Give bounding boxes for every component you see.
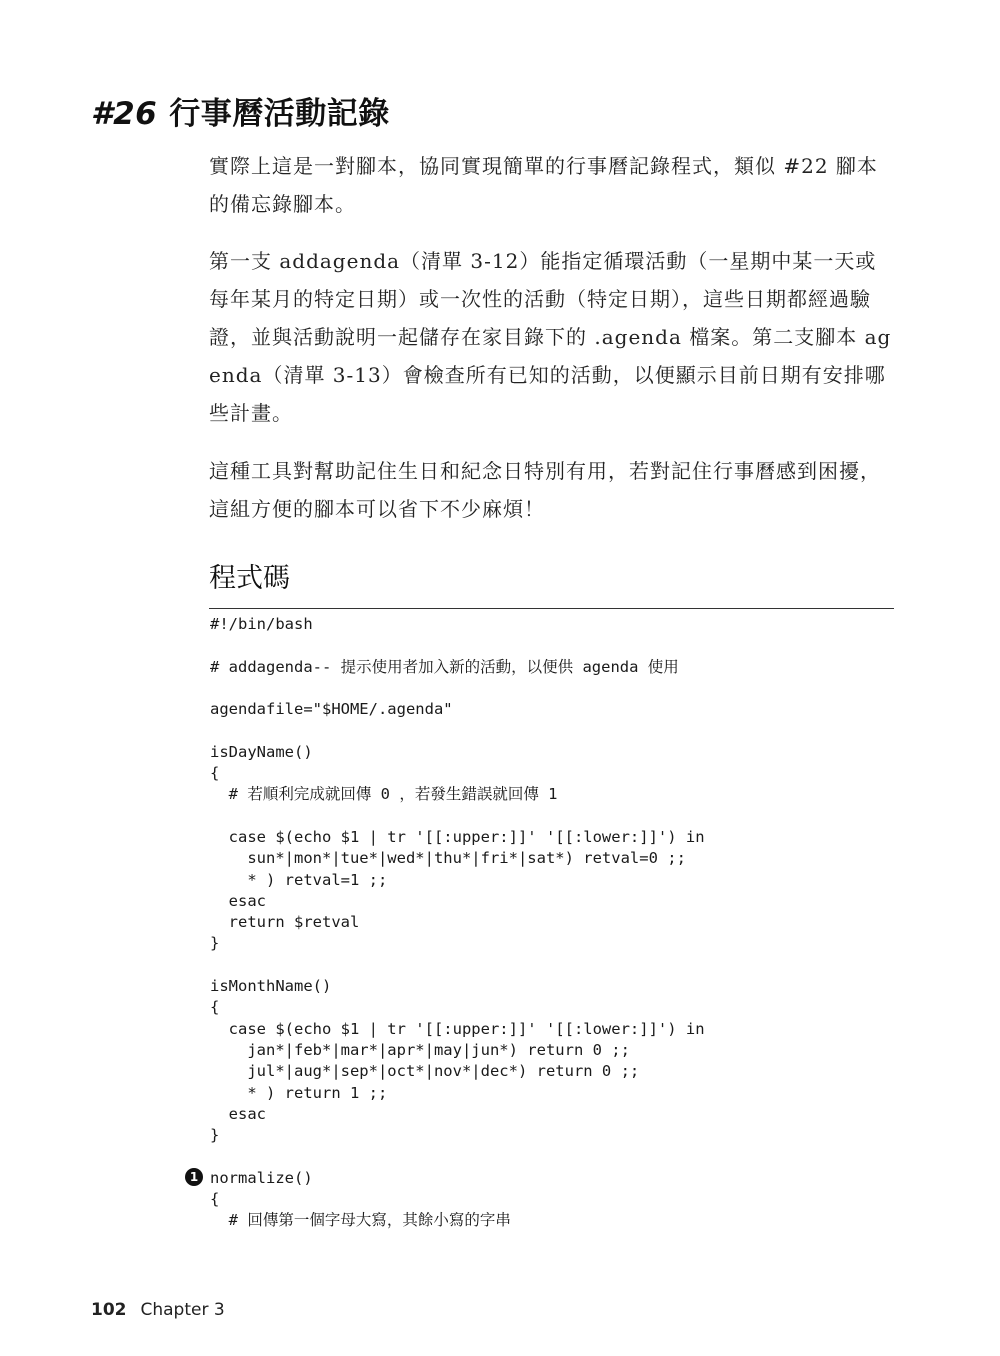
code-line: #!/bin/bash	[210, 615, 313, 633]
code-line: jul*|aug*|sep*|oct*|nov*|dec*) return 0 ;;	[210, 1062, 640, 1081]
code-line: agendafile="$HOME/.agenda"	[210, 700, 453, 719]
title-text: 行事曆活動記錄	[169, 96, 390, 132]
code-line: }	[210, 934, 220, 953]
code-line: isMonthName()	[210, 977, 332, 996]
code-line: {	[210, 1190, 220, 1209]
code-line: * ) retval=1 ;;	[210, 870, 388, 889]
code-line: jan*|feb*|mar*|apr*|may|jun*) return 0 ;;	[210, 1040, 630, 1059]
code-line: # 回傳第一個字母大寫，其餘小寫的字串	[210, 1211, 511, 1230]
code-line	[210, 1146, 705, 1167]
code-line: case $(echo $1 | tr '[[:upper:]]' '[[:lower:]]') in	[210, 1019, 705, 1038]
title-number: #26	[91, 96, 158, 132]
section-heading-code: 程式碼	[209, 563, 290, 594]
code-line	[210, 635, 705, 656]
code-listing	[210, 614, 705, 1232]
page-title	[91, 92, 390, 136]
page-footer	[91, 1298, 225, 1322]
code-line: esac	[210, 1104, 266, 1123]
code-line: * ) return 1 ;;	[210, 1083, 388, 1102]
section-divider	[209, 608, 894, 609]
code-line	[210, 806, 705, 827]
code-line: # addagenda-- 提示使用者加入新的活動，以便供 agenda 使用	[210, 657, 679, 676]
code-line: {	[210, 998, 220, 1017]
description-paragraph: 第一支 addagenda（清單 3-12）能指定循環活動（一星期中某一天或每年某月的特定日期）或一次性的活動（特定日期），這些日期都經過驗證，並與活動說明一起儲存在家目錄下的 .agenda 檔案。第二支腳本 agenda（清單 3-13）會檢查所有已知的活動，以便顯示目前日期有安排哪些計畫。	[209, 249, 892, 425]
usage-paragraph: 這種工具對幫助記住生日和紀念日特別有用，若對記住行事曆感到困擾，這組方便的腳本可以省下不少麻煩！	[209, 459, 881, 521]
code-line: }	[210, 1126, 220, 1145]
code-line: isDayName()	[210, 742, 313, 761]
code-line: return $retval	[210, 913, 360, 932]
code-line	[210, 955, 705, 976]
code-line: case $(echo $1 | tr '[[:upper:]]' '[[:lower:]]') in	[210, 827, 705, 846]
code-line	[210, 720, 705, 741]
code-line: {	[210, 764, 220, 783]
code-line: esac	[210, 891, 266, 910]
page-number: 102	[91, 1300, 127, 1320]
code-line: sun*|mon*|tue*|wed*|thu*|fri*|sat*) retval=0 ;;	[210, 849, 686, 868]
code-line	[210, 678, 705, 699]
callout-marker-1: 1	[185, 1168, 203, 1186]
intro-paragraph: 實際上這是一對腳本，協同實現簡單的行事曆記錄程式，類似 #22 腳本的備忘錄腳本。	[209, 154, 878, 216]
chapter-label: Chapter 3	[140, 1300, 225, 1320]
code-line: # 若順利完成就回傳 0 ，若發生錯誤就回傳 1	[210, 785, 558, 804]
code-line: normalize()	[210, 1168, 313, 1187]
